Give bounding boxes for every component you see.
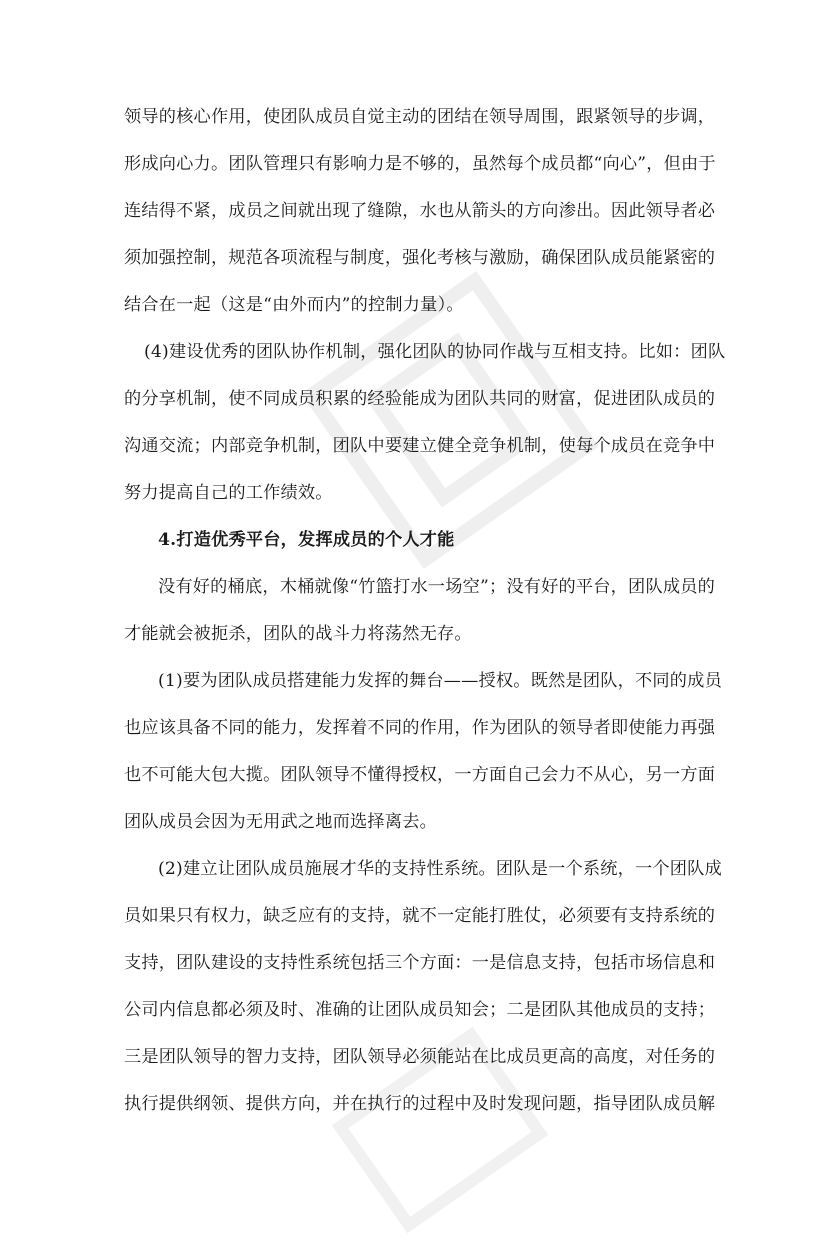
section-heading: 4.打造优秀平台，发挥成员的个人才能 (158, 530, 455, 550)
text-line: 形成向心力。团队管理只有影响力是不够的，虽然每个成员都“向心”，但由于 (124, 154, 716, 174)
text-line: 须加强控制，规范各项流程与制度，强化考核与激励，确保团队成员能紧密的 (124, 248, 716, 268)
text-line: 也应该具备不同的能力，发挥着不同的作用，作为团队的领导者即使能力再强 (124, 718, 716, 738)
text-line: (1)要为团队成员搭建能力发挥的舞台——授权。既然是团队，不同的成员 (158, 671, 722, 691)
text-line: 努力提高自己的工作绩效。 (124, 483, 333, 503)
text-line: 也不可能大包大揽。团队领导不懂得授权，一方面自己会力不从心，另一方面 (124, 765, 716, 785)
text-line: 沟通交流；内部竞争机制，团队中要建立健全竞争机制，使每个成员在竞争中 (124, 436, 716, 456)
text-line: 执行提供纲领、提供方向，并在执行的过程中及时发现问题，指导团队成员解 (124, 1094, 716, 1114)
text-line: 没有好的桶底，木桶就像“竹篮打水一场空”；没有好的平台，团队成员的 (158, 577, 715, 597)
text-line: (4)建设优秀的团队协作机制，强化团队的协同作战与互相支持。比如：团队 (144, 342, 726, 362)
text-line: 连结得不紧，成员之间就出现了缝隙，水也从箭头的方向渗出。因此领导者必 (124, 201, 716, 221)
text-line: 三是团队领导的智力支持，团队领导必须能站在比成员更高的高度，对任务的 (124, 1047, 716, 1067)
text-line: 团队成员会因为无用武之地而选择离去。 (124, 812, 437, 832)
text-line: (2)建立让团队成员施展才华的支持性系统。团队是一个系统，一个团队成 (158, 859, 722, 879)
text-line: 结合在一起（这是“由外而内”的控制力量）。 (124, 295, 464, 315)
text-line: 的分享机制，使不同成员积累的经验能成为团队共同的财富，促进团队成员的 (124, 389, 716, 409)
text-line: 领导的核心作用，使团队成员自觉主动的团结在领导周围，跟紧领导的步调， (124, 107, 716, 127)
text-line: 支持，团队建设的支持性系统包括三个方面：一是信息支持，包括市场信息和 (124, 953, 716, 973)
text-line: 才能就会被扼杀，团队的战斗力将荡然无存。 (124, 624, 472, 644)
text-line: 公司内信息都必须及时、准确的让团队成员知会；二是团队其他成员的支持； (124, 1000, 716, 1020)
text-line: 员如果只有权力，缺乏应有的支持，就不一定能打胜仗，必须要有支持系统的 (124, 906, 716, 926)
